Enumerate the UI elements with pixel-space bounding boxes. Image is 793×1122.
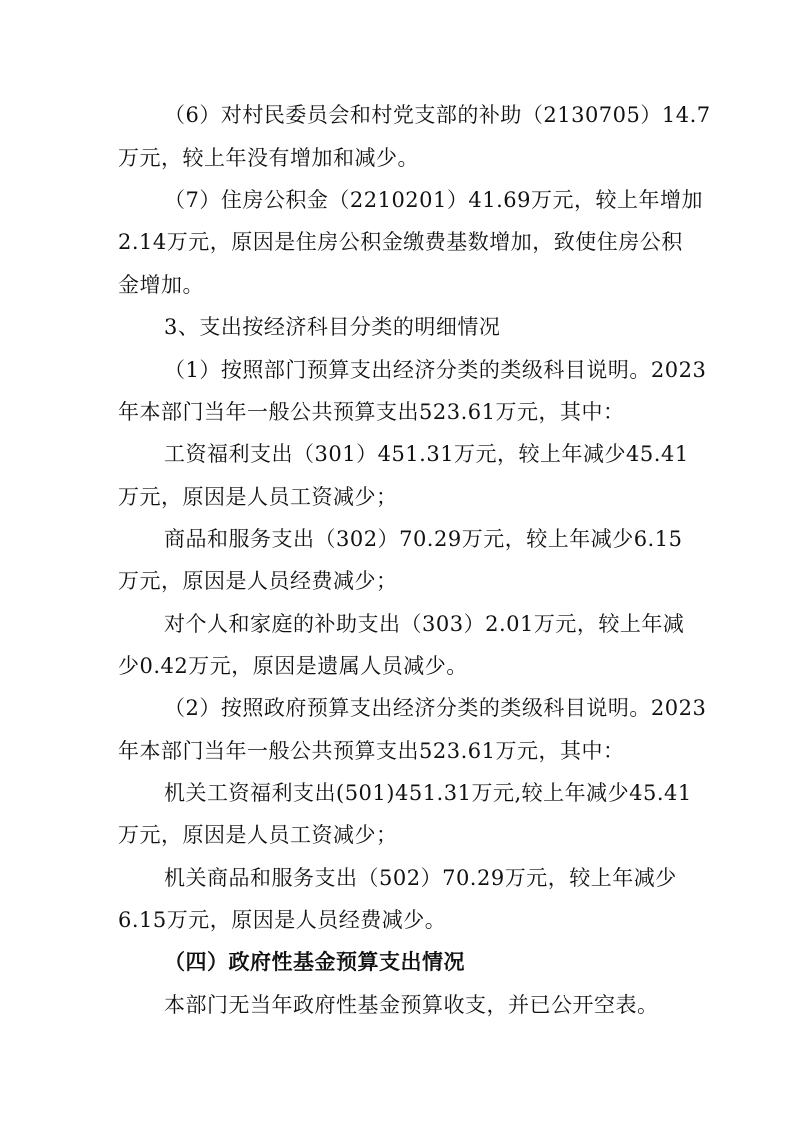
para-line-8: 年本部门当年一般公共预算支出523.61万元，其中： <box>118 400 625 424</box>
para-line-18: 万元，原因是人员工资减少； <box>118 823 398 847</box>
para-line-11: 商品和服务支出（302）70.29万元，较上年减少6.15 <box>164 527 683 551</box>
para-line-3: （7）住房公积金（2210201）41.69万元，较上年增加 <box>164 188 704 212</box>
para-line-1: （6）对村民委员会和村党支部的补助（2130705）14.7 <box>164 103 711 127</box>
para-line-14: 少0.42万元，原因是遗属人员减少。 <box>118 654 468 678</box>
para-line-10: 万元，原因是人员工资减少； <box>118 485 398 509</box>
para-line-2: 万元，较上年没有增加和减少。 <box>118 146 419 170</box>
para-line-4: 2.14万元，原因是住房公积金缴费基数增加，致使住房公积 <box>118 230 683 254</box>
para-line-17: 机关工资福利支出(501)451.31万元,较上年减少45.41 <box>164 781 692 805</box>
para-line-19: 机关商品和服务支出（502）70.29万元，较上年减少 <box>164 866 677 890</box>
para-line-20: 6.15万元，原因是人员经费减少。 <box>118 908 447 932</box>
para-line-16: 年本部门当年一般公共预算支出523.61万元，其中： <box>118 739 625 763</box>
para-line-13: 对个人和家庭的补助支出（303）2.01万元，较上年减 <box>164 612 685 636</box>
section-heading-3: 3、支出按经济科目分类的明细情况 <box>164 315 501 339</box>
para-line-7: （1）按照部门预算支出经济分类的类级科目说明。2023 <box>164 358 707 382</box>
para-line-9: 工资福利支出（301）451.31万元，较上年减少45.41 <box>164 442 689 466</box>
para-line-5: 金增加。 <box>118 273 204 297</box>
para-line-12: 万元，原因是人员经费减少； <box>118 569 398 593</box>
section-heading-4: （四）政府性基金预算支出情况 <box>164 950 465 974</box>
para-line-22: 本部门无当年政府性基金预算收支，并已公开空表。 <box>164 993 659 1017</box>
para-line-15: （2）按照政府预算支出经济分类的类级科目说明。2023 <box>164 696 707 720</box>
